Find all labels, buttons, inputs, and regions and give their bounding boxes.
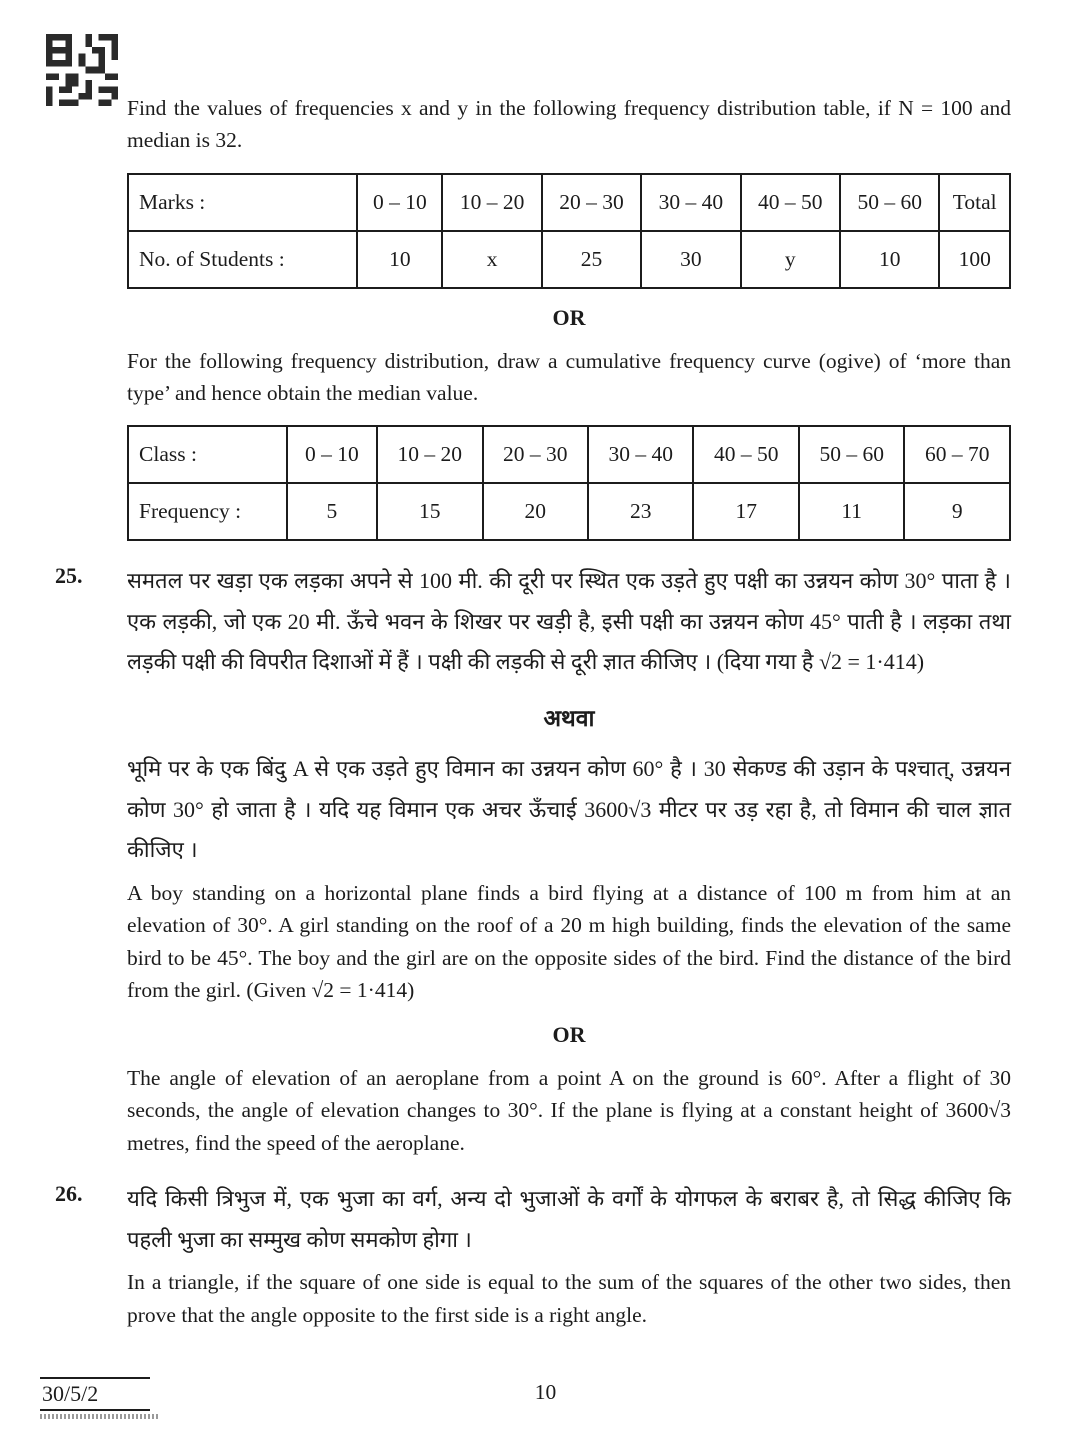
page-content	[55, 92, 1011, 1331]
table-header-cell: 40 – 50	[693, 426, 798, 483]
page-number: 10	[534, 1380, 557, 1404]
qr-code	[46, 34, 118, 106]
table-header-cell: 10 – 20	[377, 426, 482, 483]
table-cell: 100	[939, 231, 1010, 288]
table-header-cell: 50 – 60	[799, 426, 904, 483]
table-cell: 5	[287, 483, 377, 540]
table-cell: 23	[588, 483, 693, 540]
table-row	[128, 174, 1010, 231]
class-frequency-table	[127, 425, 1011, 541]
q25-hindi-alt-text: भूमि पर के एक बिंदु A से एक उड़ते हुए विमान का उन्नयन कोण 60° है । 30 सेकण्ड की उड़ान के पश्चात्, उन्नयन कोण 30° हो जाता है । यदि यह विमान एक अचर ऊँचाई 3600√3 मीटर पर उड़ रहा है, तो विमान की चाल ज्ञात कीजिए ।	[127, 756, 1011, 863]
table-header-cell: 0 – 10	[357, 174, 442, 231]
table-header-cell: Marks :	[128, 174, 357, 231]
qr-code-graphic	[46, 34, 118, 106]
table-cell: x	[442, 231, 541, 288]
q25-english-text: A boy standing on a horizontal plane finds a bird flying at a distance of 100 m from him at an elevation of 30°. A girl standing on the roof of a 20 m high building, finds the elevation of the same bird to be 45°. The boy and the girl are on the opposite sides of the bird. Find the distance of the bird from the girl. (Given √2 = 1·414)	[127, 881, 1011, 1002]
or-heading: OR	[552, 1022, 586, 1048]
table-header-cell: 10 – 20	[442, 174, 541, 231]
table-cell: 9	[904, 483, 1010, 540]
table-cell: 10	[357, 231, 442, 288]
q24-alternative-text: For the following frequency distribution, draw a cumulative frequency curve (ogive) of ‘more than type’ and hence obtain the median value.	[127, 348, 1011, 405]
table-cell: 11	[799, 483, 904, 540]
table-cell: 15	[377, 483, 482, 540]
table-header-cell: 60 – 70	[904, 426, 1010, 483]
question-number: 26.	[55, 1180, 83, 1206]
question-25	[55, 561, 1011, 1159]
q24-intro-text: Find the values of frequencies x and y in the following frequency distribution table, if N = 100 and median is 32.	[127, 96, 1011, 153]
table-cell: 20	[483, 483, 588, 540]
question-26	[55, 1179, 1011, 1331]
table-cell: 10	[840, 231, 939, 288]
table-row	[128, 483, 1010, 540]
table-cell: 30	[641, 231, 740, 288]
table-header-cell: 40 – 50	[741, 174, 840, 231]
paper-code-text: 30/5/2	[40, 1377, 150, 1411]
table-header-cell: 0 – 10	[287, 426, 377, 483]
table-header-cell: 50 – 60	[840, 174, 939, 231]
table-cell: 25	[542, 231, 641, 288]
table-header-cell: 20 – 30	[483, 426, 588, 483]
q25-english-alt-text: The angle of elevation of an aeroplane from a point A on the ground is 60°. After a flight of 30 seconds, the angle of elevation changes to 30°. If the plane is flying at a constant height of 3600√3 metres, find the speed of the aeroplane.	[127, 1066, 1011, 1155]
table-cell: No. of Students :	[128, 231, 357, 288]
q25-hindi-text: समतल पर खड़ा एक लड़का अपने से 100 मी. की दूरी पर स्थित एक उड़ते हुए पक्षी का उन्नयन कोण 30° पाता है । एक लड़की, जो एक 20 मी. ऊँचे भवन के शिखर पर खड़ी है, इसी पक्षी का उन्नयन कोण 45° पाती है । लड़का तथा लड़की पक्षी की विपरीत दिशाओं में हैं । पक्षी की लड़की से दूरी ज्ञात कीजिए । (दिया गया है √2 = 1·414)	[127, 568, 1011, 675]
table-header-cell: 20 – 30	[542, 174, 641, 231]
table-header-cell: 30 – 40	[588, 426, 693, 483]
marks-frequency-table	[127, 173, 1011, 289]
table-row	[128, 231, 1010, 288]
table-header-cell: Total	[939, 174, 1010, 231]
table-header-cell: 30 – 40	[641, 174, 740, 231]
table-row	[128, 426, 1010, 483]
athva-heading: अथवा	[543, 706, 595, 732]
q26-hindi-text: यदि किसी त्रिभुज में, एक भुजा का वर्ग, अन्य दो भुजाओं के वर्गों के योगफल के बराबर है, तो सिद्ध कीजिए कि पहली भुजा का सम्मुख कोण समकोण होगा ।	[127, 1185, 1011, 1252]
q26-english-text: In a triangle, if the square of one side is equal to the sum of the squares of the other two sides, then prove that the angle opposite to the first side is a right angle.	[127, 1270, 1011, 1327]
table-cell: y	[741, 231, 840, 288]
table-header-cell: Class :	[128, 426, 287, 483]
table-cell: Frequency :	[128, 483, 287, 540]
micro-print	[40, 1414, 158, 1419]
question-number: 25.	[55, 563, 83, 588]
table-cell: 17	[693, 483, 798, 540]
or-heading: OR	[552, 304, 586, 330]
